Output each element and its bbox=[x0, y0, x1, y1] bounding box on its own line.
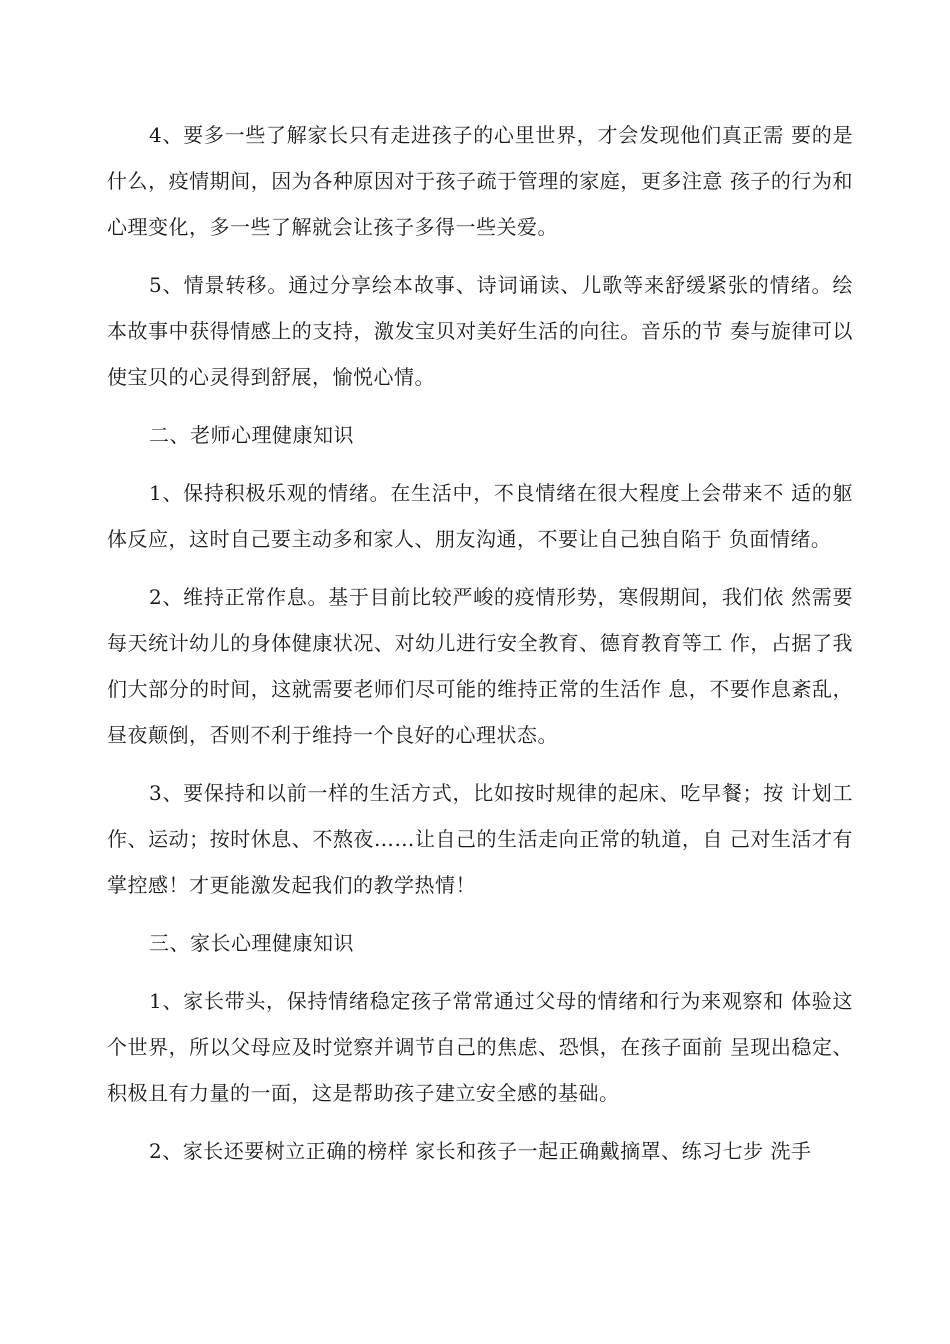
section-heading-teacher: 二、老师心理健康知识 bbox=[149, 423, 354, 447]
document-page bbox=[107, 112, 853, 1186]
paragraph-parent-2: 2、家长还要树立正确的榜样 家长和孩子一起正确戴摘罩、练习七步 洗手 bbox=[149, 1139, 812, 1163]
section-heading-parent: 三、家长心理健康知识 bbox=[149, 931, 354, 955]
paragraph-4-understand-child: 4、要多一些了解家长只有走进孩子的心里世界，才会发现他们真正需 要的是什么，疫情期间，因为各种原因对于孩子疏于管理的家庭，更多注意 孩子的行为和心理变化，多一些了解就会让孩子多得一些关爱。 bbox=[107, 123, 853, 239]
paragraph-teacher-2: 2、维持正常作息。基于目前比较严峻的疫情形势，寒假期间，我们依 然需要每天统计幼儿的身体健康状况、对幼儿进行安全教育、德育教育等工 作，占据了我们大部分的时间，这就需要老师们尽可能的维持正常的生活作 息，不要作息紊乱，昼夜颠倒，否则不利于维持一个良好的心理状态。 bbox=[107, 585, 853, 747]
paragraph-parent-1: 1、家长带头，保持情绪稳定孩子常常通过父母的情绪和行为来观察和 体验这个世界，所以父母应及时觉察并调节自己的焦虑、恐惧，在孩子面前 呈现出稳定、积极且有力量的一面，这是帮助孩子建立安全感的基础。 bbox=[107, 989, 853, 1105]
paragraph-teacher-1: 1、保持积极乐观的情绪。在生活中，不良情绪在很大程度上会带来不 适的躯体反应，这时自己要主动多和家人、朋友沟通，不要让自己独自陷于 负面情绪。 bbox=[107, 481, 853, 551]
paragraph-teacher-3: 3、要保持和以前一样的生活方式，比如按时规律的起床、吃早餐；按 计划工作、运动；按时休息、不熬夜……让自己的生活走向正常的轨道，自 己对生活才有掌控感！才更能激发起我们的教学热情！ bbox=[107, 781, 853, 897]
paragraph-5-scene-transfer: 5、情景转移。通过分享绘本故事、诗词诵读、儿歌等来舒缓紧张的情绪。绘本故事中获得情感上的支持，激发宝贝对美好生活的向往。音乐的节 奏与旋律可以使宝贝的心灵得到舒展，愉悦心情。 bbox=[107, 273, 853, 389]
